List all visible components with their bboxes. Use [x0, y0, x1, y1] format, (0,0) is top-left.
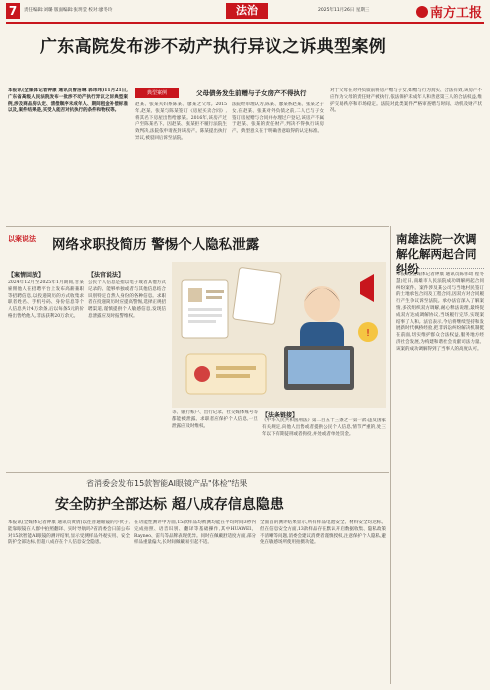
article3-column-2: 在功能性测评中方面,15款样品均被测均能在平均时间3秒内完成拍照、语音识别、翻译等基础操作,其中HUAWEI、Rayneo、雷鸟等品牌表现优异。同时在佩戴舒适度方面,部分样品重量偏大,长时间佩戴易引起不适。	[134, 520, 256, 546]
page-header	[0, 0, 490, 22]
article2-illustration	[172, 262, 386, 408]
article1-column-2: 法院经审理认为,陈某、廖某系赵某、张某之子女,在赵某、张某对外负债之前,二人已与子女签订房屋赠与合同并办理过户登记,该房产不属于赵某、张某的责任财产,判决不得执行该房产。典型意义在于明确善意取得的认定标准。	[232, 102, 324, 135]
article3-subhead: 省消委会发布15款智能AI眼镜产品"体检"结果	[86, 479, 248, 488]
article1-headline: 广东高院发布涉不动产执行异议之诉典型案例	[40, 37, 386, 57]
article1-lede-text: 本报讯(全媒体记者钟康 通讯员曾洁琳 郭玮玮)11月21日,广东省高级人民法院发布一批涉不动产执行异议之诉典型案例,涉及商品房认定、清偿顺序未成年人、期间租金补偿标准以及,案件结果是,买受人能否对抗执行的条件和物权等。	[8, 88, 128, 114]
section-divider	[6, 226, 389, 227]
article3-headline: 安全防护全部达标 超八成存信息隐患	[55, 497, 284, 513]
section-divider-2	[6, 472, 389, 473]
svg-text:!: !	[365, 328, 371, 339]
legal-link-label: 【法条链接】	[262, 412, 299, 419]
article2-column-3: 等、银行账户、出行记录、社交媒体账号等都能被泄露。求职者应保护个人信息,一旦泄露应及时维权。	[172, 410, 258, 429]
judge-comment-label: 【法官说法】	[88, 272, 125, 279]
job-seeker-illustration	[172, 262, 386, 408]
logo-icon	[416, 6, 428, 18]
article4-rule	[396, 268, 484, 269]
section-title: 法治	[226, 3, 268, 19]
column-divider	[390, 226, 391, 684]
case-review-label: 【案情回放】	[8, 272, 45, 279]
newspaper-logo	[416, 2, 482, 21]
article3-column-3: 全面首的测评结果显示,所有样品电池安全、材料安全均达标。但在信息安全方面,13款样品存在默认开启数据收集、隐私政策不清晰等问题,消委会建议消费者谨慎授权,注意保护个人隐私,避免在敏感场所使用拍摄功能。	[260, 520, 386, 546]
article1-lede	[8, 88, 128, 223]
header-rule	[6, 22, 484, 24]
page-number: 7	[6, 3, 20, 19]
article3-column-1: 本报讯(全媒体记者钟康 通讯员黄倩)以往普通眼镜的小伙子,能靠眼镜在人群中拍照翻译、实时导航吗?省消委会日前公布对15款智能AI眼镜的测评结果,显示受测样品外观实用、安全防护全部达标,但超八成存在个人信息安全隐患。	[8, 520, 130, 546]
logo-text: 南方工报	[429, 6, 482, 21]
article1-subhead: 父母债务发生前赠与子女房产不得执行	[196, 89, 307, 97]
article1-column-1: 赵某、张某夫妇系陈某、廖某之父母。2015年,赵某、张某与陈某签订《房屋买卖合同》,将其名下房屋出售给廖某。2016年,该房产过户至陈某名下。因赵某、张某拒不履行法院生效判决,法院依申请查封该房产。陈某提出执行异议,被驳回后诉至法院。	[135, 102, 227, 141]
article2-column-4: 《中华人民共和国刑法》第二百五十三条之一第一款:违反国家有关规定,向他人出售或者提供公民个人信息,情节严重的,处三年以下有期徒刑或者拘役,并处或者单处罚金。	[262, 418, 386, 437]
article2-column-2: 公民个人信息是指以电子或者其他方式记录的、能够单独或者与其他信息结合识别特定自然人身份的各种信息。求职者在投递简历时应提高警惕,选择正规招聘渠道,谨慎提供个人敏感信息,发现信息泄露应及时报警维权。	[88, 280, 166, 319]
issue-date: 2025年11月26日 星期三	[318, 8, 370, 13]
editor-credits: 责任编辑:刘璐 版面编辑:张玥莹 校对:廖冬玲	[24, 8, 113, 13]
article2-tag: 以案说法	[8, 235, 36, 243]
article2-headline: 网络求职投简历 警惕个人隐私泄露	[52, 237, 260, 253]
article4-column: 本报讯(全媒体记者钟康 通讯员陈伟琦 程冬慧)近日,南雄市人民法院成功调解两起合同纠纷案件。案件涉及某公司与当地村民签订的土地承包合同及工程合同,因双方对合同履行产生争议诉至法院。承办法官深入了解案情,多次组织双方调解,耐心释法说理,最终促成双方达成调解协议,当场履行完毕,实现案结事了人和。法官表示,今后将继续坚持和发展新时代枫桥经验,把非诉讼纠纷解决机制挺在前面,切实维护群众合法权益,服务地方经济社会发展,为构建和谐社会贡献司法力量。该案的成功调解得到了当事人的高度认可。	[396, 272, 484, 352]
article2-column-1: 2024年12月至2025年1月期间,甘某雇佣他人在招聘平台上发布高薪兼职等招聘信息,以投递简历的方式收集求职者姓名、手机号码、身份信息等个人信息共计4万余条,后以每条5元的价格出售给他人,非法获利20万余元。	[8, 280, 84, 319]
article4-headline: 南雄法院一次调解化解两起合同纠纷	[396, 232, 477, 276]
article1-column-3: 对于父母在对外负债前将房产赠与子女,如赠与行为真实、合法有效,该房产不应作为父母的责任财产被执行,依法保护未成年人和善意第三人的合法权益,维护交易秩序和市场稳定。法院对此类案件严格审查赠与时间、动机及财产状况。	[330, 88, 482, 114]
article1-tag: 典型案例	[135, 88, 179, 98]
